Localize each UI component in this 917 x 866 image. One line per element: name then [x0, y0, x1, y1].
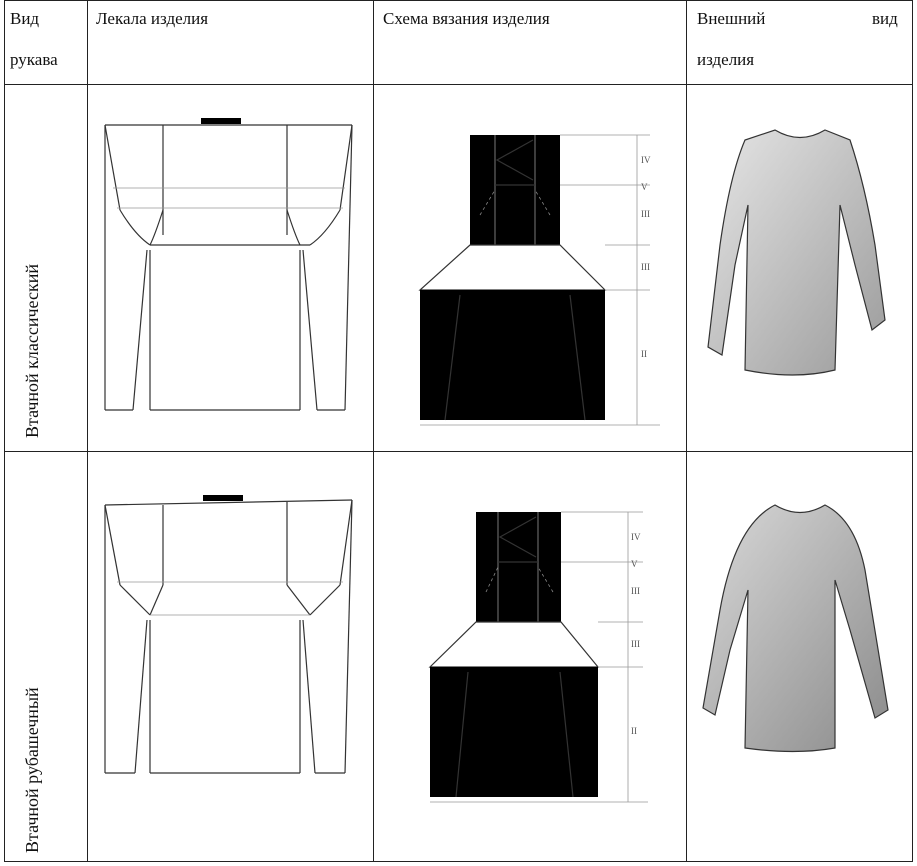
garment-sketch-shirt [700, 500, 900, 760]
header-appearance-word1: Внешний [697, 9, 766, 28]
header-appearance-word2: вид [872, 9, 898, 28]
scheme-mark-iv-2: IV [631, 532, 641, 542]
table-border-right [912, 0, 913, 862]
pattern-drawing-shirt [95, 490, 365, 780]
scheme-mark-iv: IV [641, 155, 651, 165]
header-appearance-line2: изделия [697, 50, 755, 69]
table-col-divider-2 [373, 0, 374, 862]
pattern-drawing-classic [95, 110, 365, 420]
scheme-mark-iii-b-2: III [631, 639, 640, 649]
header-sleeve-type-line1: Вид [10, 9, 40, 28]
table-border-top [4, 0, 913, 1]
scheme-mark-ii: II [641, 349, 647, 359]
knitting-scheme-shirt [428, 512, 658, 812]
table-border-row1-bottom [4, 451, 913, 452]
scheme-mark-ii-2: II [631, 726, 637, 736]
table-border-header-bottom [4, 84, 913, 85]
header-patterns: Лекала изделия [96, 9, 209, 28]
garment-sketch-classic [700, 125, 900, 385]
table-border-bottom [4, 861, 913, 862]
scheme-mark-iii-a: III [641, 209, 650, 219]
row-label-classic: Втачной классический [22, 264, 42, 438]
scheme-mark-v-2: V [631, 559, 638, 569]
table-col-divider-3 [686, 0, 687, 862]
row-label-shirt: Втачной рубашечный [22, 687, 42, 853]
table-border-left [4, 0, 5, 862]
scheme-mark-iii-b: III [641, 262, 650, 272]
scheme-mark-iii-a-2: III [631, 586, 640, 596]
knitting-scheme-classic [415, 135, 665, 435]
header-knitting-scheme: Схема вязания изделия [383, 9, 550, 28]
scheme-mark-v: V [641, 182, 648, 192]
table-col-divider-1 [87, 0, 88, 862]
header-sleeve-type-line2: рукава [10, 50, 58, 69]
